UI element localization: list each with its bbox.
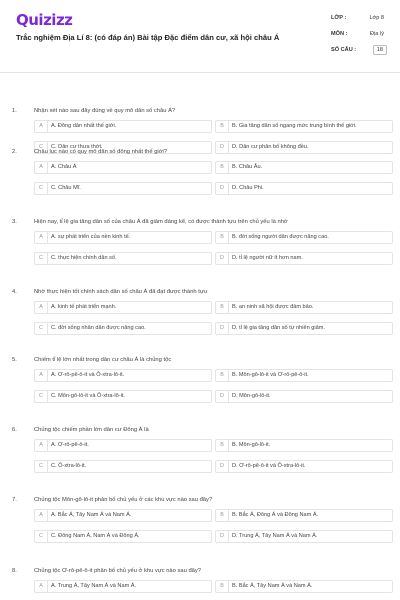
option-text: A. Châu Á: [51, 164, 77, 170]
option-text: A. kinh tế phát triển mạnh.: [51, 304, 117, 310]
option-letter: A: [35, 440, 48, 451]
option-text: B. Gia tăng dân số ngang mức trung bình thế giới.: [232, 123, 357, 129]
option-letter: C: [35, 183, 48, 194]
option-letter: C: [35, 253, 48, 264]
option-text: D. Châu Phi.: [232, 185, 264, 191]
option-text: A. Ơ-rô-pê-ô-it.: [51, 442, 89, 448]
answer-option-a[interactable]: [34, 161, 212, 174]
question-number: 4.: [12, 289, 17, 295]
question-text: Hiện nay, tỉ lệ gia tăng dân số của châu Á đã giảm đáng kể, có được thành tựu trên chủ yếu là nhờ: [34, 219, 288, 225]
option-text: D. Dân cư phân bố không đều.: [232, 144, 309, 150]
option-letter: B: [216, 510, 229, 521]
option-text: A. Trung Á, Tây Nam Á và Nam Á.: [51, 583, 137, 589]
worksheet-info: [331, 13, 387, 61]
question-number: 6.: [12, 427, 17, 433]
option-letter: A: [35, 581, 48, 592]
answer-option-b[interactable]: [215, 161, 393, 174]
answer-option-a[interactable]: [34, 439, 212, 452]
option-text: D. Ơ-rô-pê-ô-it và Ô-xtra-lô-it.: [232, 463, 306, 469]
option-letter: A: [35, 370, 48, 381]
option-text: C. đời sống nhân dân được nâng cao.: [51, 325, 146, 331]
info-value: 18: [373, 45, 387, 55]
answer-option-a[interactable]: [34, 580, 212, 593]
answer-option-a[interactable]: [34, 301, 212, 314]
answer-option-a[interactable]: [34, 120, 212, 133]
answer-option-c[interactable]: [34, 252, 212, 265]
option-letter: B: [216, 370, 229, 381]
option-letter: C: [35, 323, 48, 334]
option-text: C. Đông Nam Á, Nam Á và Đông Á.: [51, 533, 140, 539]
option-letter: A: [35, 302, 48, 313]
question-text: Chủng tộc Ơ-rô-pê-ô-it phân bố chủ yếu ở khu vực nào sau đây?: [34, 568, 202, 574]
question-number: 7.: [12, 497, 17, 503]
question-text: Chủng tộc chiếm phần lớn dân cư Đông Á là: [34, 427, 149, 433]
answer-option-d[interactable]: [215, 322, 393, 335]
option-letter: B: [216, 232, 229, 243]
option-letter: D: [216, 461, 229, 472]
answer-option-c[interactable]: [34, 182, 212, 195]
option-letter: B: [216, 162, 229, 173]
option-letter: C: [35, 391, 48, 402]
answer-option-a[interactable]: [34, 369, 212, 382]
answer-option-b[interactable]: [215, 369, 393, 382]
worksheet-header: [0, 0, 400, 72]
answer-option-d[interactable]: [215, 390, 393, 403]
info-value: Địa lý: [370, 31, 384, 37]
question-number: 2.: [12, 149, 17, 155]
question-number: 1.: [12, 108, 17, 114]
answer-option-b[interactable]: [215, 439, 393, 452]
option-letter: D: [216, 531, 229, 542]
option-text: B. Môn-gô-lô-it.: [232, 442, 271, 448]
answer-option-d[interactable]: [215, 252, 393, 265]
question-text: Chiếm tỉ lệ lớn nhất trong dân cư châu Á là chủng tộc: [34, 357, 172, 363]
info-row-count: [331, 45, 387, 61]
answer-option-b[interactable]: [215, 231, 393, 244]
option-letter: D: [216, 253, 229, 264]
info-label: LỚP :: [331, 15, 347, 21]
option-letter: D: [216, 391, 229, 402]
question-number: 5.: [12, 357, 17, 363]
quizizz-logo: Quizizz: [16, 11, 73, 29]
answer-option-c[interactable]: [34, 390, 212, 403]
option-letter: C: [35, 142, 48, 153]
option-letter: A: [35, 162, 48, 173]
option-letter: B: [216, 302, 229, 313]
option-letter: D: [216, 142, 229, 153]
option-text: C. Châu Mĩ.: [51, 185, 81, 191]
option-letter: C: [35, 531, 48, 542]
answer-option-d[interactable]: [215, 460, 393, 473]
answer-option-c[interactable]: [34, 322, 212, 335]
answer-option-b[interactable]: [215, 580, 393, 593]
option-text: D. tỉ lệ gia tăng dân số tự nhiên giảm.: [232, 325, 325, 331]
option-text: B. Châu Âu.: [232, 164, 263, 170]
answer-option-b[interactable]: [215, 301, 393, 314]
question-text: Chủng tộc Môn-gô-lô-it phân bố chủ yếu ở các khu vực nào sau đây?: [34, 497, 213, 503]
option-text: D. tỉ lệ người nữ ít hơn nam.: [232, 255, 303, 261]
option-text: B. Môn-gô-lô-it và Ơ-rô-pê-ô-it.: [232, 372, 309, 378]
option-text: A. sự phát triển của nền kinh tế.: [51, 234, 131, 240]
option-letter: B: [216, 121, 229, 132]
question-number: 3.: [12, 219, 17, 225]
answer-option-d[interactable]: [215, 182, 393, 195]
info-row-subject: [331, 29, 387, 45]
option-text: A. Bắc Á, Tây Nam Á và Nam Á.: [51, 512, 132, 518]
option-text: C. Môn-gô-lô-it và Ô-xtra-lô-it.: [51, 393, 125, 399]
answer-option-b[interactable]: [215, 120, 393, 133]
info-label: MÔN :: [331, 31, 348, 37]
answer-option-c[interactable]: [34, 460, 212, 473]
answer-option-c[interactable]: [34, 530, 212, 543]
option-letter: B: [216, 440, 229, 451]
option-letter: B: [216, 581, 229, 592]
info-value: Lớp 8: [369, 15, 384, 21]
question-number: 8.: [12, 568, 17, 574]
worksheet-title: Trắc nghiệm Địa Lí 8: (có đáp án) Bài tập Đặc điểm dân cư, xã hội châu Á: [16, 33, 280, 42]
option-text: C. thực hiện chính dân số.: [51, 255, 117, 261]
question-text: Nhờ thực hiện tốt chính sách dân số châu Á đã đạt được thành tựu: [34, 289, 207, 295]
option-text: B. Bắc Á, Đông Á và Đông Nam Á.: [232, 512, 319, 518]
option-letter: D: [216, 323, 229, 334]
answer-option-b[interactable]: [215, 509, 393, 522]
info-row-class: [331, 13, 387, 29]
option-letter: D: [216, 183, 229, 194]
question-text: Nhận xét nào sau đây đúng về quy mô dân số châu Á?: [34, 108, 176, 114]
option-letter: A: [35, 121, 48, 132]
info-label: SỐ CÂU :: [331, 47, 357, 53]
option-letter: C: [35, 461, 48, 472]
option-letter: A: [35, 510, 48, 521]
option-text: D. Trung Á, Tây Nam Á và Nam Á.: [232, 533, 318, 539]
option-text: C. Ô-xtra-lô-it.: [51, 463, 87, 469]
answer-option-d[interactable]: [215, 141, 393, 154]
option-letter: A: [35, 232, 48, 243]
answer-option-a[interactable]: [34, 509, 212, 522]
option-text: B. đời sống người dân được nâng cao.: [232, 234, 329, 240]
option-text: C. Dân cư thưa thớt.: [51, 144, 103, 150]
question-text: Châu lục nào có quy mô dân số đông nhất thế giới?: [34, 149, 168, 155]
header-divider: [0, 72, 400, 73]
option-text: D. Môn-gô-lô-it.: [232, 393, 271, 399]
answer-option-a[interactable]: [34, 231, 212, 244]
option-text: A. Ơ-rô-pê-ô-it và Ô-xtra-lô-it.: [51, 372, 125, 378]
answer-option-d[interactable]: [215, 530, 393, 543]
option-text: A. Đông dân nhất thế giới.: [51, 123, 117, 129]
option-text: B. Bắc Á, Tây Nam Á và Nam Á.: [232, 583, 313, 589]
option-text: B. an ninh xã hội được đảm bảo.: [232, 304, 314, 310]
